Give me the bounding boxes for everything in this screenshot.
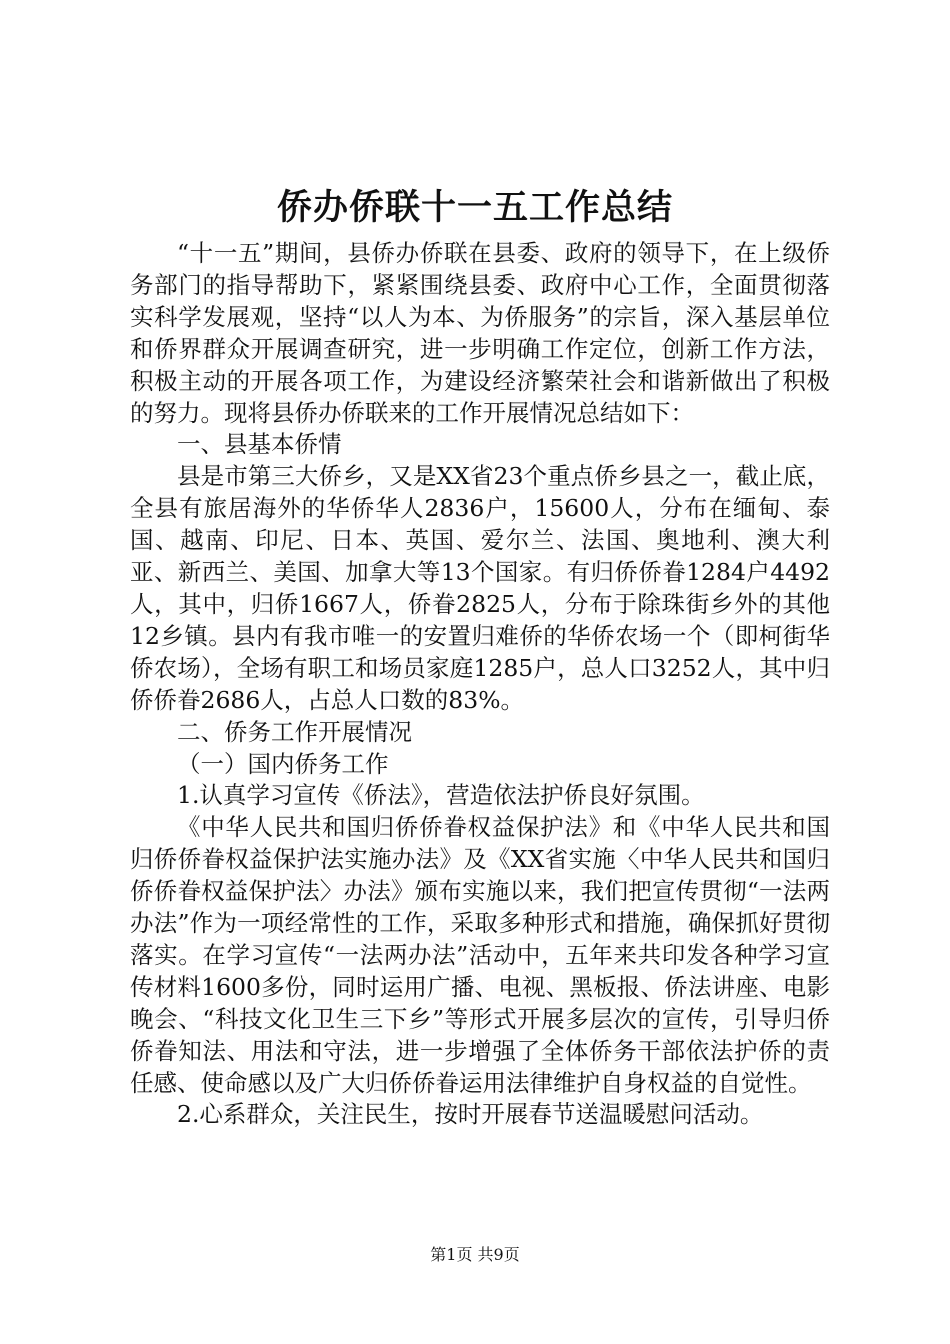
document-title: 侨办侨联十一五工作总结 [276, 187, 673, 228]
item-heading-2: 2.心系群众，关注民生，按时开展春节送温暖慰问活动。 [177, 1100, 764, 1129]
document-body [130, 238, 830, 1131]
section-heading-2: 二、侨务工作开展情况 [177, 717, 412, 746]
page-footer: 第1页 共9页 [430, 1245, 520, 1264]
item-heading-1: 1.认真学习宣传《侨法》，营造依法护侨良好氛围。 [177, 781, 705, 810]
subsection-heading-1: （一）国内侨务工作 [177, 749, 389, 778]
paragraph-intro: “十一五”期间，县侨办侨联在县委、政府的领导下，在上级侨务部门的指导帮助下，紧紧围绕县委、政府中心工作，全面贯彻落实科学发展观，坚持“以人为本、为侨服务”的宗旨，深入基层单位和侨界群众开展调查研究，进一步明确工作定位，创新工作方法，积极主动的开展各项工作，为建设经济繁荣社会和谐新做出了积极的努力。现将县侨办侨联来的工作开展情况总结如下： [130, 239, 830, 427]
paragraph-overview: 县是市第三大侨乡，又是XX省23个重点侨乡县之一，截止底，全县有旅居海外的华侨华人2836户，15600人，分布在缅甸、泰国、越南、印尼、日本、英国、爱尔兰、法国、奥地利、澳大利亚、新西兰、美国、加拿大等13个国家。有归侨侨眷1284户4492人，其中，归侨1667人，侨眷2825人，分布于除珠街乡外的其他12乡镇。县内有我市唯一的安置归难侨的华侨农场一个（即柯街华侨农场），全场有职工和场员家庭1285户，总人口3252人，其中归侨侨眷2686人，占总人口数的83%。 [130, 462, 830, 714]
paragraph-law-publicity: 《中华人民共和国归侨侨眷权益保护法》和《中华人民共和国归侨侨眷权益保护法实施办法》及《XX省实施〈中华人民共和国归侨侨眷权益保护法〉办法》颁布实施以来，我们把宣传贯彻“一法两办法”作为一项经常性的工作，采取多种形式和措施，确保抓好贯彻落实。在学习宣传“一法两办法”活动中，五年来共印发各种学习宣传材料1600多份，同时运用广播、电视、黑板报、侨法讲座、电影晚会、“科技文化卫生三下乡”等形式开展多层次的宣传，引导归侨侨眷知法、用法和守法，进一步增强了全体侨务干部依法护侨的责任感、使命感以及广大归侨侨眷运用法律维护自身权益的自觉性。 [130, 813, 830, 1097]
section-heading-1: 一、县基本侨情 [177, 430, 342, 459]
